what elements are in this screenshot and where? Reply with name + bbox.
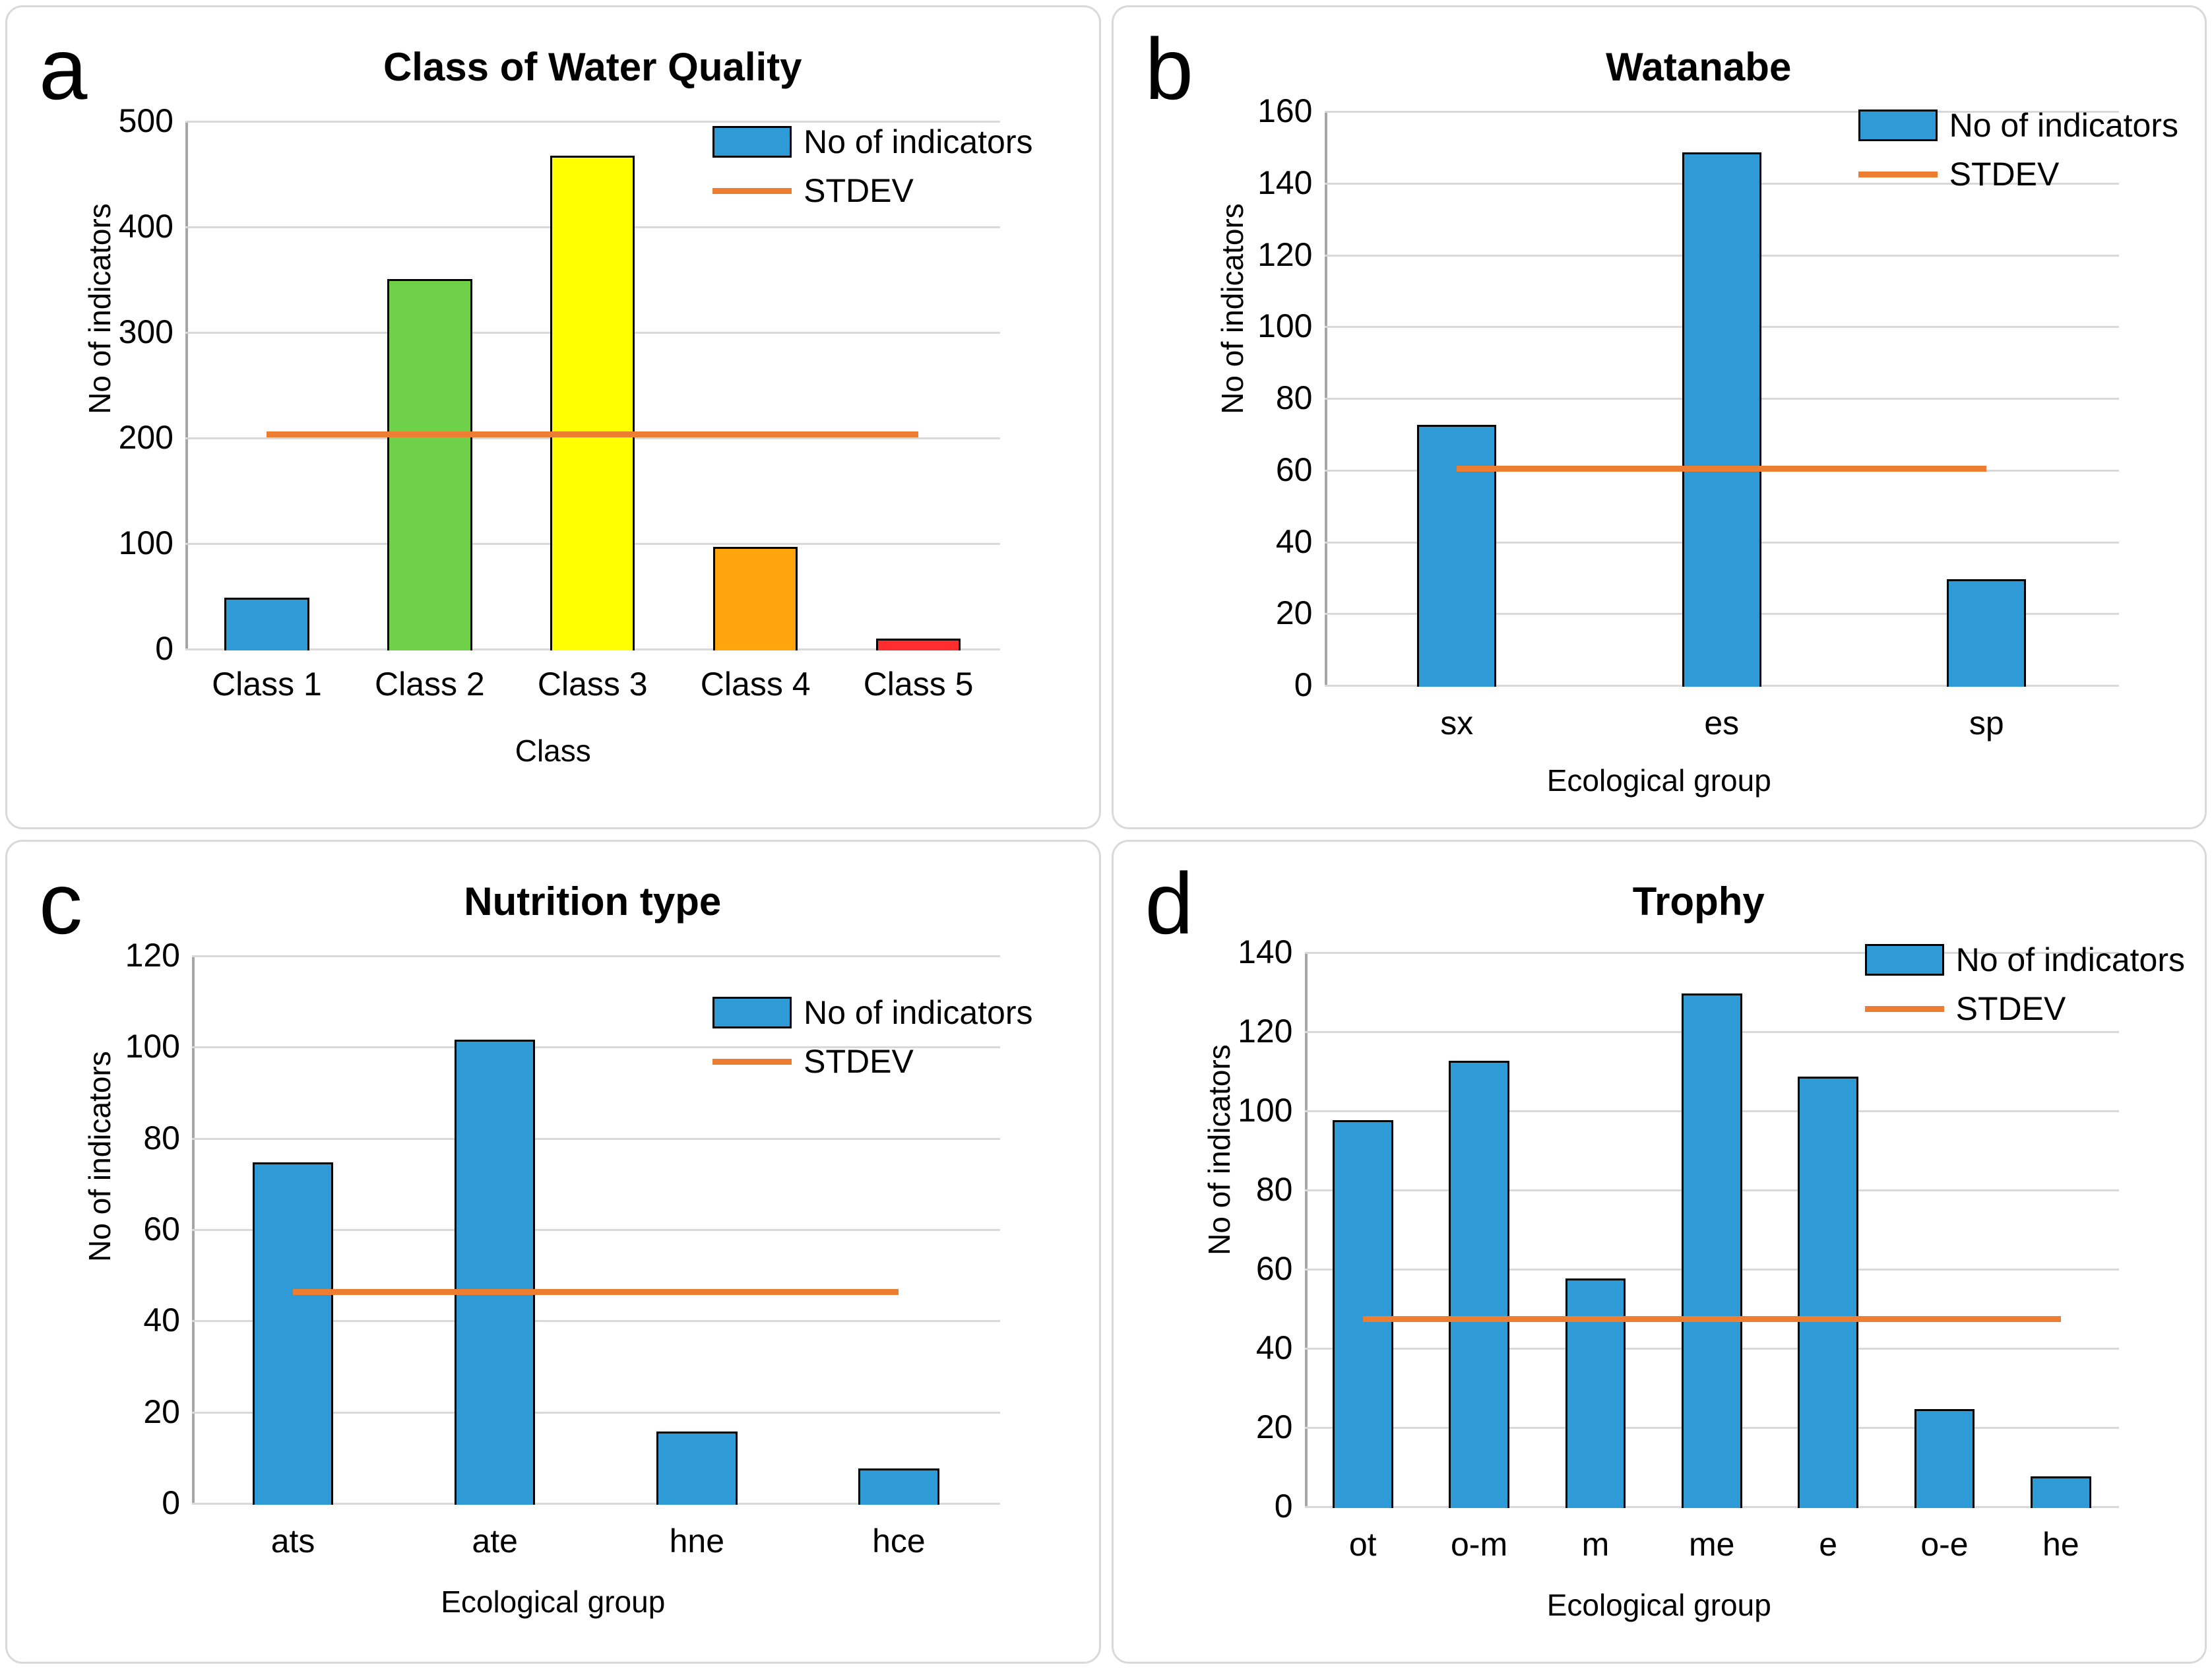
bar-slot <box>394 957 596 1505</box>
legend-stdev-label-c: STDEV <box>804 1043 914 1080</box>
x-tick-label: Class 5 <box>863 666 974 703</box>
legend-stdev-label-a: STDEV <box>804 172 914 209</box>
y-tick-label: 20 <box>1275 594 1313 632</box>
bar-slot <box>1537 954 1653 1508</box>
y-tick-label: 80 <box>1255 1171 1293 1208</box>
bar[interactable] <box>253 1162 333 1505</box>
x-tick-label: me <box>1689 1526 1735 1563</box>
x-tick-labels-b <box>1325 687 2120 742</box>
bar[interactable] <box>858 1468 939 1505</box>
y-tick-label: 200 <box>118 419 174 456</box>
legend-item-stdev-d <box>1865 990 2185 1028</box>
bar-slot <box>1886 954 2002 1508</box>
bar[interactable] <box>1947 579 2026 687</box>
x-tick-label: es <box>1704 705 1740 741</box>
legend-series-label-a: No of indicators <box>804 123 1033 160</box>
y-tick-label: 120 <box>1257 236 1313 273</box>
legend-series-label-b: No of indicators <box>1949 107 2178 144</box>
legend-bar-swatch-icon <box>1858 110 1938 141</box>
legend-c <box>712 993 1032 1081</box>
chart-title-b: Watanabe <box>1606 45 1792 89</box>
y-axis-label-c: No of indicators <box>82 1051 117 1262</box>
y-tick-label: 80 <box>143 1119 180 1156</box>
x-tick-label: sp <box>1969 705 2004 741</box>
legend-line-swatch-icon <box>1865 1006 1944 1012</box>
y-tick-label: 160 <box>1257 92 1313 129</box>
legend-item-stdev-c <box>712 1042 1032 1081</box>
y-axis-label-a: No of indicators <box>82 203 117 414</box>
x-tick-label: e <box>1819 1526 1838 1563</box>
x-tick-label: Class 3 <box>537 666 648 703</box>
y-axis-label-b: No of indicators <box>1215 203 1249 414</box>
legend-line-swatch-icon <box>1858 172 1938 177</box>
plot-area-b <box>1114 7 2205 827</box>
y-tick-label: 60 <box>143 1211 180 1247</box>
x-tick-labels-c <box>192 1505 1000 1560</box>
y-tick-label: 0 <box>155 630 174 667</box>
bar-slot <box>1305 954 1421 1508</box>
axis-b <box>1257 92 2120 741</box>
y-tick-label: 100 <box>1238 1092 1293 1129</box>
stdev-line-c <box>293 1289 899 1295</box>
y-tick-label: 0 <box>1294 666 1313 703</box>
y-tick-label: 40 <box>143 1302 180 1339</box>
x-tick-label: Class 4 <box>700 666 811 703</box>
y-tick-label: 120 <box>125 937 180 974</box>
legend-item-series-d <box>1865 941 2185 979</box>
legend-series-label-c: No of indicators <box>804 994 1033 1031</box>
x-tick-label: hce <box>872 1523 926 1559</box>
chart-title-a: Class of Water Quality <box>383 45 802 89</box>
chart-title-d: Trophy <box>1632 879 1765 924</box>
chart-title-c: Nutrition type <box>464 879 722 924</box>
y-tick-label: 100 <box>125 1028 180 1065</box>
bar[interactable] <box>656 1432 737 1505</box>
panel-d <box>1112 840 2207 1664</box>
panel-label-b: b <box>1145 20 1193 117</box>
y-tick-label: 140 <box>1238 933 1293 970</box>
x-tick-label: m <box>1581 1526 1610 1563</box>
legend-item-series-a <box>712 123 1032 161</box>
y-tick-label: 300 <box>118 313 174 350</box>
y-tick-label: 80 <box>1275 379 1313 416</box>
legend-bar-swatch-icon <box>712 126 792 158</box>
plot-area-d <box>1114 842 2205 1662</box>
bar[interactable] <box>1682 152 1761 687</box>
y-tick-label: 20 <box>143 1393 180 1430</box>
x-tick-labels-a <box>185 650 1000 703</box>
x-tick-label: o-m <box>1450 1526 1508 1563</box>
y-tick-label: 20 <box>1255 1408 1293 1445</box>
x-tick-label: o-e <box>1920 1526 1969 1563</box>
bar-slot <box>1421 954 1537 1508</box>
bar[interactable] <box>1449 1061 1509 1508</box>
x-tick-label: hne <box>669 1523 725 1559</box>
y-tick-label: 400 <box>118 208 174 245</box>
y-tick-label: 140 <box>1257 164 1313 201</box>
stdev-line-b <box>1457 466 1986 472</box>
bar-slot <box>192 957 394 1505</box>
bar[interactable] <box>713 547 798 650</box>
bar[interactable] <box>455 1040 535 1505</box>
legend-item-stdev-b <box>1858 155 2178 193</box>
bar-slot <box>185 123 348 650</box>
bar[interactable] <box>1798 1077 1858 1508</box>
bar[interactable] <box>1682 993 1742 1508</box>
x-axis-label-b: Ecological group <box>1546 763 1771 798</box>
x-tick-label: Class 2 <box>374 666 485 703</box>
y-tick-label: 40 <box>1275 522 1313 560</box>
y-axis-label-d: No of indicators <box>1201 1044 1236 1255</box>
bar-slot <box>1654 954 1770 1508</box>
y-tick-label: 60 <box>1275 451 1313 488</box>
bar-series-d <box>1305 954 2120 1508</box>
legend-b <box>1858 106 2178 193</box>
plot-area-a <box>7 7 1099 827</box>
legend-stdev-label-d: STDEV <box>1955 990 2066 1027</box>
y-tick-label: 40 <box>1255 1329 1293 1366</box>
bar-slot <box>2003 954 2119 1508</box>
legend-line-swatch-icon <box>712 188 792 194</box>
panel-label-c: c <box>39 855 82 952</box>
panel-label-d: d <box>1145 855 1193 952</box>
legend-bar-swatch-icon <box>712 997 792 1028</box>
panel-c <box>5 840 1101 1664</box>
stdev-line-a <box>267 431 918 437</box>
bar[interactable] <box>1333 1120 1393 1508</box>
legend-line-swatch-icon <box>712 1059 792 1065</box>
y-tick-label: 500 <box>118 102 174 139</box>
legend-item-series-c <box>712 993 1032 1032</box>
bar[interactable] <box>550 156 635 650</box>
bar[interactable] <box>1565 1278 1626 1508</box>
bar-slot <box>1854 113 2120 687</box>
bar[interactable] <box>387 279 472 650</box>
x-axis-label-d: Ecological group <box>1546 1588 1771 1622</box>
y-tick-label: 0 <box>1274 1488 1293 1525</box>
legend-item-series-b <box>1858 106 2178 144</box>
panel-a <box>5 5 1101 829</box>
plot-area-c <box>7 842 1099 1662</box>
bar[interactable] <box>1417 425 1496 687</box>
x-tick-label: ats <box>270 1523 315 1559</box>
x-tick-label: Class 1 <box>212 666 322 703</box>
y-tick-label: 100 <box>1257 307 1313 345</box>
bar-slot <box>511 123 674 650</box>
panel-label-a: a <box>39 20 88 117</box>
legend-bar-swatch-icon <box>1865 944 1944 976</box>
x-tick-label: sx <box>1440 705 1474 741</box>
legend-d <box>1865 941 2185 1028</box>
x-tick-label: ate <box>472 1523 518 1559</box>
legend-a <box>712 123 1032 210</box>
bar[interactable] <box>1914 1409 1975 1508</box>
x-tick-label: he <box>2042 1526 2079 1563</box>
bar-slot <box>1589 113 1854 687</box>
bar-slot <box>1325 113 1590 687</box>
bar-series-b <box>1325 113 2120 687</box>
bar-slot <box>1770 954 1886 1508</box>
stdev-line-d <box>1363 1316 2061 1322</box>
legend-item-stdev-a <box>712 172 1032 210</box>
panel-b <box>1112 5 2207 829</box>
legend-stdev-label-b: STDEV <box>1949 156 2060 193</box>
bar-slot <box>348 123 511 650</box>
y-tick-label: 60 <box>1255 1250 1293 1287</box>
y-tick-label: 100 <box>118 524 174 561</box>
bar[interactable] <box>224 598 309 650</box>
x-axis-label-a: Class <box>515 734 591 768</box>
bar[interactable] <box>2031 1476 2091 1508</box>
x-axis-label-c: Ecological group <box>441 1585 666 1619</box>
x-tick-labels-d <box>1305 1508 2120 1563</box>
bar[interactable] <box>876 639 961 650</box>
y-tick-label: 0 <box>162 1484 180 1521</box>
legend-series-label-d: No of indicators <box>1955 941 2185 978</box>
y-tick-label: 120 <box>1238 1013 1293 1050</box>
x-tick-label: ot <box>1348 1526 1377 1563</box>
